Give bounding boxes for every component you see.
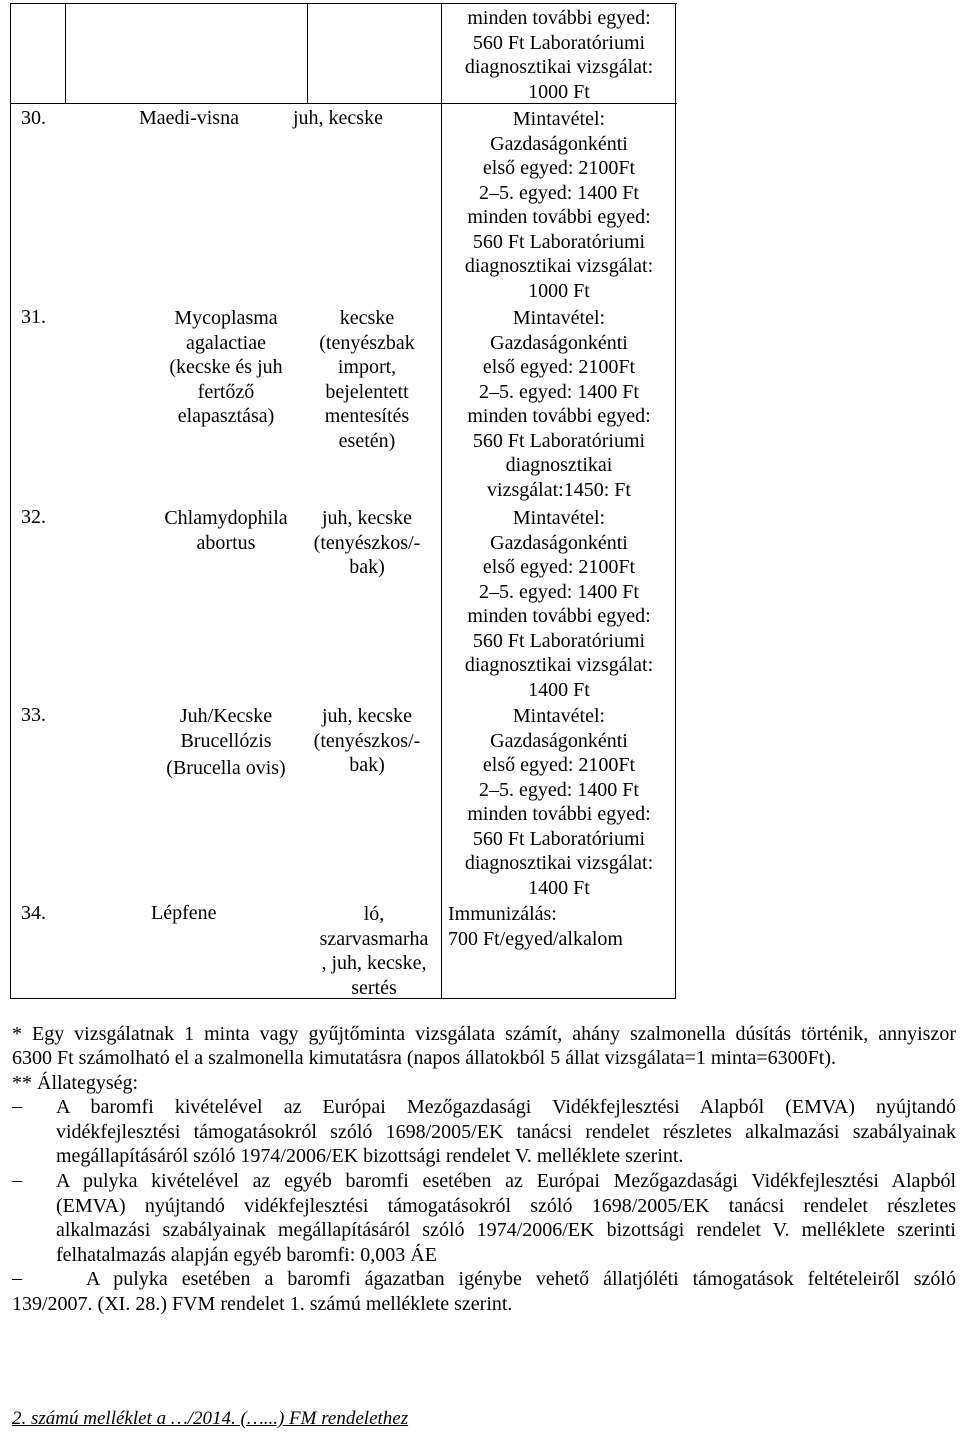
fee-line: minden további egyed: xyxy=(467,405,651,427)
disease-name xyxy=(151,506,301,555)
fee-line: Gazdaságonkénti xyxy=(490,531,628,554)
species-line: szarvasmarha xyxy=(319,927,429,950)
species-line: (tenyészkos/- xyxy=(313,729,421,752)
row31-fees xyxy=(443,306,675,502)
fee-line: 560 Ft Laboratóriumi xyxy=(472,827,646,850)
row30-fees xyxy=(443,107,675,303)
disease-line: abortus xyxy=(196,531,256,554)
footnote-2-title: ** Állategység: xyxy=(12,1072,139,1094)
row33-fees xyxy=(443,704,675,900)
fee-line: diagnosztikai xyxy=(505,454,613,476)
fee-line: 560 Ft Laboratóriumi xyxy=(472,629,646,652)
species-line: (tenyészkos/- xyxy=(313,531,421,554)
fee-line: minden további egyed: xyxy=(467,605,651,627)
item-2-line-1: A pulyka kivételével az egyéb baromfi esetében az Európai Mezőgazdasági Vidékfejlesztési Alapból xyxy=(56,1170,956,1192)
fee-line: 560 Ft Laboratóriumi xyxy=(472,429,646,452)
disease-line: agalactiae xyxy=(186,331,266,354)
fee-line: Mintavétel: xyxy=(512,705,606,727)
fee-line: minden további egyed: xyxy=(467,7,651,29)
species xyxy=(307,306,427,453)
fee-line: diagnosztikai vizsgálat: xyxy=(464,56,654,78)
fee-line: 2–5. egyed: 1400 Ft xyxy=(479,380,639,403)
footnote-1-line-1: * Egy vizsgálatnak 1 minta vagy gyűjtőminta vizsgálata számít, ahány szalmonella dúsítás történik, annyiszor xyxy=(12,1023,956,1045)
row-number: 33. xyxy=(21,704,46,726)
species-line: juh, kecske xyxy=(322,705,412,727)
fee-line: 1400 Ft xyxy=(528,678,590,701)
disease-line: Mycoplasma xyxy=(174,307,278,329)
fee-line: Gazdaságonkénti xyxy=(490,132,628,155)
fee-line: vizsgálat:1450: Ft xyxy=(487,478,631,501)
fee-line: diagnosztikai vizsgálat: xyxy=(464,255,654,277)
fee-line: 560 Ft Laboratóriumi xyxy=(472,230,646,253)
fee-line: 560 Ft Laboratóriumi xyxy=(472,31,646,54)
item-1-line-1: A baromfi kivételével az Európai Mezőgazdasági Vidékfejlesztési Alapból (EMVA) nyújtandó xyxy=(56,1096,956,1118)
species-line: sertés xyxy=(351,976,397,999)
item-1-line-3: megállapításáról szóló 1974/2006/EK bizottsági rendelet V. melléklete szerint. xyxy=(56,1145,684,1167)
bullet-dash: – xyxy=(12,1169,22,1191)
disease-line: Juh/Kecske xyxy=(179,705,273,727)
disease-name xyxy=(151,704,301,781)
fee-line: Gazdaságonkénti xyxy=(490,331,628,354)
species-line: bak) xyxy=(349,556,385,578)
fee-line: Immunizálás: xyxy=(448,903,557,925)
col-divider-2 xyxy=(307,3,308,103)
fee-line: 1400 Ft xyxy=(528,876,590,899)
footnote-1-line-2: 6300 Ft számolható el a szalmonella kimutatásra (napos állatokból 5 állat vizsgálata=1 minta=6300Ft). xyxy=(12,1047,837,1069)
species xyxy=(307,506,427,580)
species-line: kecske xyxy=(339,307,395,329)
species-line: , juh, kecske, xyxy=(321,952,427,974)
item-3-line-2: 139/2007. (XI. 28.) FVM rendelet 1. számú melléklete szerint. xyxy=(12,1293,513,1315)
species-line: (tenyészbak xyxy=(319,331,415,354)
fee-line: első egyed: 2100Ft xyxy=(482,356,636,378)
row34-fees xyxy=(448,902,623,951)
item-2-line-3: alkalmazási szabályainak megállapításáról szóló 1974/2006/EK bizottsági rendelet V. melléklete szerinti xyxy=(56,1219,956,1241)
row-number: 31. xyxy=(21,306,46,328)
fee-line: 2–5. egyed: 1400 Ft xyxy=(479,181,639,204)
row-number: 34. xyxy=(21,902,46,924)
fee-line: 1000 Ft xyxy=(528,279,590,302)
fee-line: első egyed: 2100Ft xyxy=(482,157,636,179)
fee-line: minden további egyed: xyxy=(467,803,651,825)
row-number: 32. xyxy=(21,506,46,528)
species-line: juh, kecske xyxy=(322,507,412,529)
item-2-line-4: felhatalmazás alapján egyéb baromfi: 0,003 ÁE xyxy=(56,1244,437,1266)
species-line: bak) xyxy=(349,754,385,776)
fee-line: 2–5. egyed: 1400 Ft xyxy=(479,580,639,603)
species-line: ló, xyxy=(363,903,385,925)
fee-line: Mintavétel: xyxy=(512,108,606,130)
row-number: 30. xyxy=(21,107,46,129)
species-line: esetén) xyxy=(338,429,396,452)
disease-name: Maedi-visna xyxy=(139,107,239,129)
fee-table xyxy=(10,3,676,999)
disease-line: Brucellózis xyxy=(180,729,272,752)
fee-line: Mintavétel: xyxy=(512,507,606,529)
col-divider-3 xyxy=(441,3,442,998)
item-3-line-1: A pulyka esetében a baromfi ágazatban igénybe vehető állatjóléti támogatások feltételeiről szóló xyxy=(86,1268,956,1290)
disease-line: fertőző xyxy=(197,380,255,403)
fee-line: diagnosztikai vizsgálat: xyxy=(464,654,654,676)
disease-name xyxy=(151,306,301,429)
bullet-dash: – xyxy=(12,1095,22,1117)
col-divider-1 xyxy=(65,3,66,103)
fee-line: 1000 Ft xyxy=(528,80,590,103)
disease-line: elapasztása) xyxy=(177,405,275,427)
species-line: mentesítés xyxy=(324,405,410,427)
fee-line: Gazdaságonkénti xyxy=(490,729,628,752)
fee-line: első egyed: 2100Ft xyxy=(482,556,636,578)
page-footer: 2. számú melléklet a …/2014. (…...) FM rendelethez xyxy=(12,1408,409,1429)
fee-line: 2–5. egyed: 1400 Ft xyxy=(479,778,639,801)
row-top-fees xyxy=(443,6,675,104)
row32-fees xyxy=(443,506,675,702)
species-line: bejelentett xyxy=(325,380,409,403)
fee-line: diagnosztikai vizsgálat: xyxy=(464,852,654,874)
species-line: import, xyxy=(337,356,397,378)
row-divider xyxy=(11,3,677,4)
disease-line: (Brucella ovis) xyxy=(166,757,286,779)
fee-line: Mintavétel: xyxy=(512,307,606,329)
species xyxy=(307,902,441,1000)
bullet-dash: – xyxy=(12,1267,22,1289)
fee-line: minden további egyed: xyxy=(467,206,651,228)
item-1-line-2: vidékfejlesztési támogatásokról szóló 1698/2005/EK tanácsi rendelet részletes alkalmazási szabályainak xyxy=(56,1121,956,1143)
disease-line: Chlamydophila xyxy=(164,507,288,529)
item-2-line-2: (EMVA) nyújtandó vidékfejlesztési támogatásokról szóló 1698/2005/EK tanácsi rendelet részletes xyxy=(56,1195,956,1217)
species xyxy=(307,704,427,778)
species: juh, kecske xyxy=(293,107,383,129)
disease-name: Lépfene xyxy=(151,902,217,924)
disease-line: (kecske és juh xyxy=(169,356,283,378)
fee-line: 700 Ft/egyed/alkalom xyxy=(448,927,623,950)
fee-line: első egyed: 2100Ft xyxy=(482,754,636,776)
